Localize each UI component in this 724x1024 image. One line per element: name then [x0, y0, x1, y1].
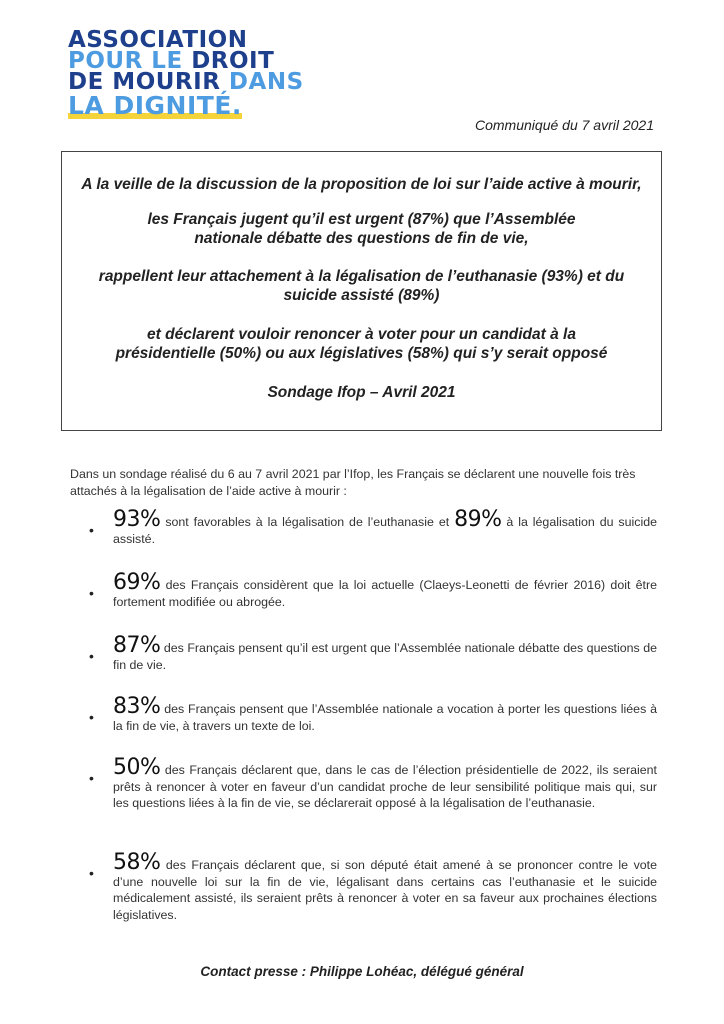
stat-percentage-2: 89% [454, 507, 502, 532]
summary-paragraph-1: A la veille de la discussion de la proposition de loi sur l’aide active à mourir, [81, 176, 642, 193]
stat-percentage: 58% [113, 850, 161, 875]
bullet: • [89, 522, 94, 538]
list-item [89, 755, 657, 812]
stat-text: des Français déclarent que, si son député était amené à se prononcer contre le vote d’une nouvelle loi sur la fin de vie, légalisant dans certains cas l’euthanasie et le suicide médicalement assisté, ils seraient prêts à renoncer à voter en sa faveur aux prochaines élections législatives. [113, 858, 657, 922]
stat-text: des Français considèrent que la loi actuelle (Claeys-Leonetti de février 2016) doit être fortement modifiée ou abrogée. [113, 578, 657, 609]
summary-paragraph-4: et déclarent vouloir renoncer à voter pour un candidat à la présidentielle (50%) ou aux législatives (58%) qui s’y serait opposé [115, 326, 608, 362]
stat-text: sont favorables à la légalisation de l’euthanasie et [160, 515, 455, 529]
stat-text: des Français pensent que l’Assemblée nationale a vocation à porter les questions liées à la fin de vie, à travers un texte de loi. [113, 702, 657, 733]
list-item [89, 570, 657, 610]
logo-line-2-dark: DROIT [191, 48, 275, 74]
bullet: • [89, 709, 94, 725]
logo-line-3 [68, 69, 304, 95]
list-item [89, 850, 657, 923]
bullet: • [89, 865, 94, 881]
logo-line-3-light: DANS [228, 69, 304, 95]
summary-paragraph-3: rappellent leur attachement à la légalisation de l’euthanasie (93%) et du suicide assisté (89%) [98, 268, 625, 304]
summary-source: Sondage Ifop – Avril 2021 [267, 384, 456, 401]
summary-box [61, 151, 662, 431]
logo-dot: . [231, 91, 242, 120]
stat-percentage: 87% [113, 633, 161, 658]
intro-paragraph: Dans un sondage réalisé du 6 au 7 avril 2021 par l’Ifop, les Français se déclarent une nouvelle fois très attachés à la légalisation de l’aide active à mourir : [70, 467, 636, 498]
logo-line-1: ASSOCIATION [68, 27, 248, 53]
association-logo [68, 27, 304, 120]
list-item [89, 694, 657, 734]
bullet: • [89, 770, 94, 786]
logo-line-4-text: LA DIGNITÉ [68, 91, 232, 120]
summary-paragraph-2: les Français jugent qu’il est urgent (87%) que l’Assemblée nationale débatte des questions de fin de vie, [147, 211, 576, 247]
stat-text-2: à la légalisation du suicide assisté. [113, 515, 657, 546]
list-item [89, 507, 657, 547]
stat-percentage: 69% [113, 570, 161, 595]
bullet: • [89, 648, 94, 664]
stat-percentage: 93% [113, 507, 161, 532]
stat-percentage: 50% [113, 755, 161, 780]
bullet: • [89, 585, 94, 601]
stat-percentage: 83% [113, 694, 161, 719]
stat-text: des Français pensent qu’il est urgent que l’Assemblée nationale débatte des questions de fin de vie. [113, 641, 657, 672]
press-contact: Contact presse : Philippe Lohéac, délégué général [200, 964, 524, 979]
logo-line-4 [68, 93, 242, 119]
stat-text: des Français déclarent que, dans le cas de l’élection présidentielle de 2022, ils seraient prêts à renoncer à voter en faveur d’un candidat proche de leur sensibilité politique mais qui, sur les questions liées à la fin de vie, se déclarerait opposé à la légalisation de l’euthanasie. [113, 763, 657, 810]
list-item [89, 633, 657, 673]
logo-line-2-light: POUR LE [68, 48, 183, 74]
communique-date: Communiqué du 7 avril 2021 [475, 117, 654, 133]
logo-line-3-dark: DE MOURIR [68, 69, 221, 95]
